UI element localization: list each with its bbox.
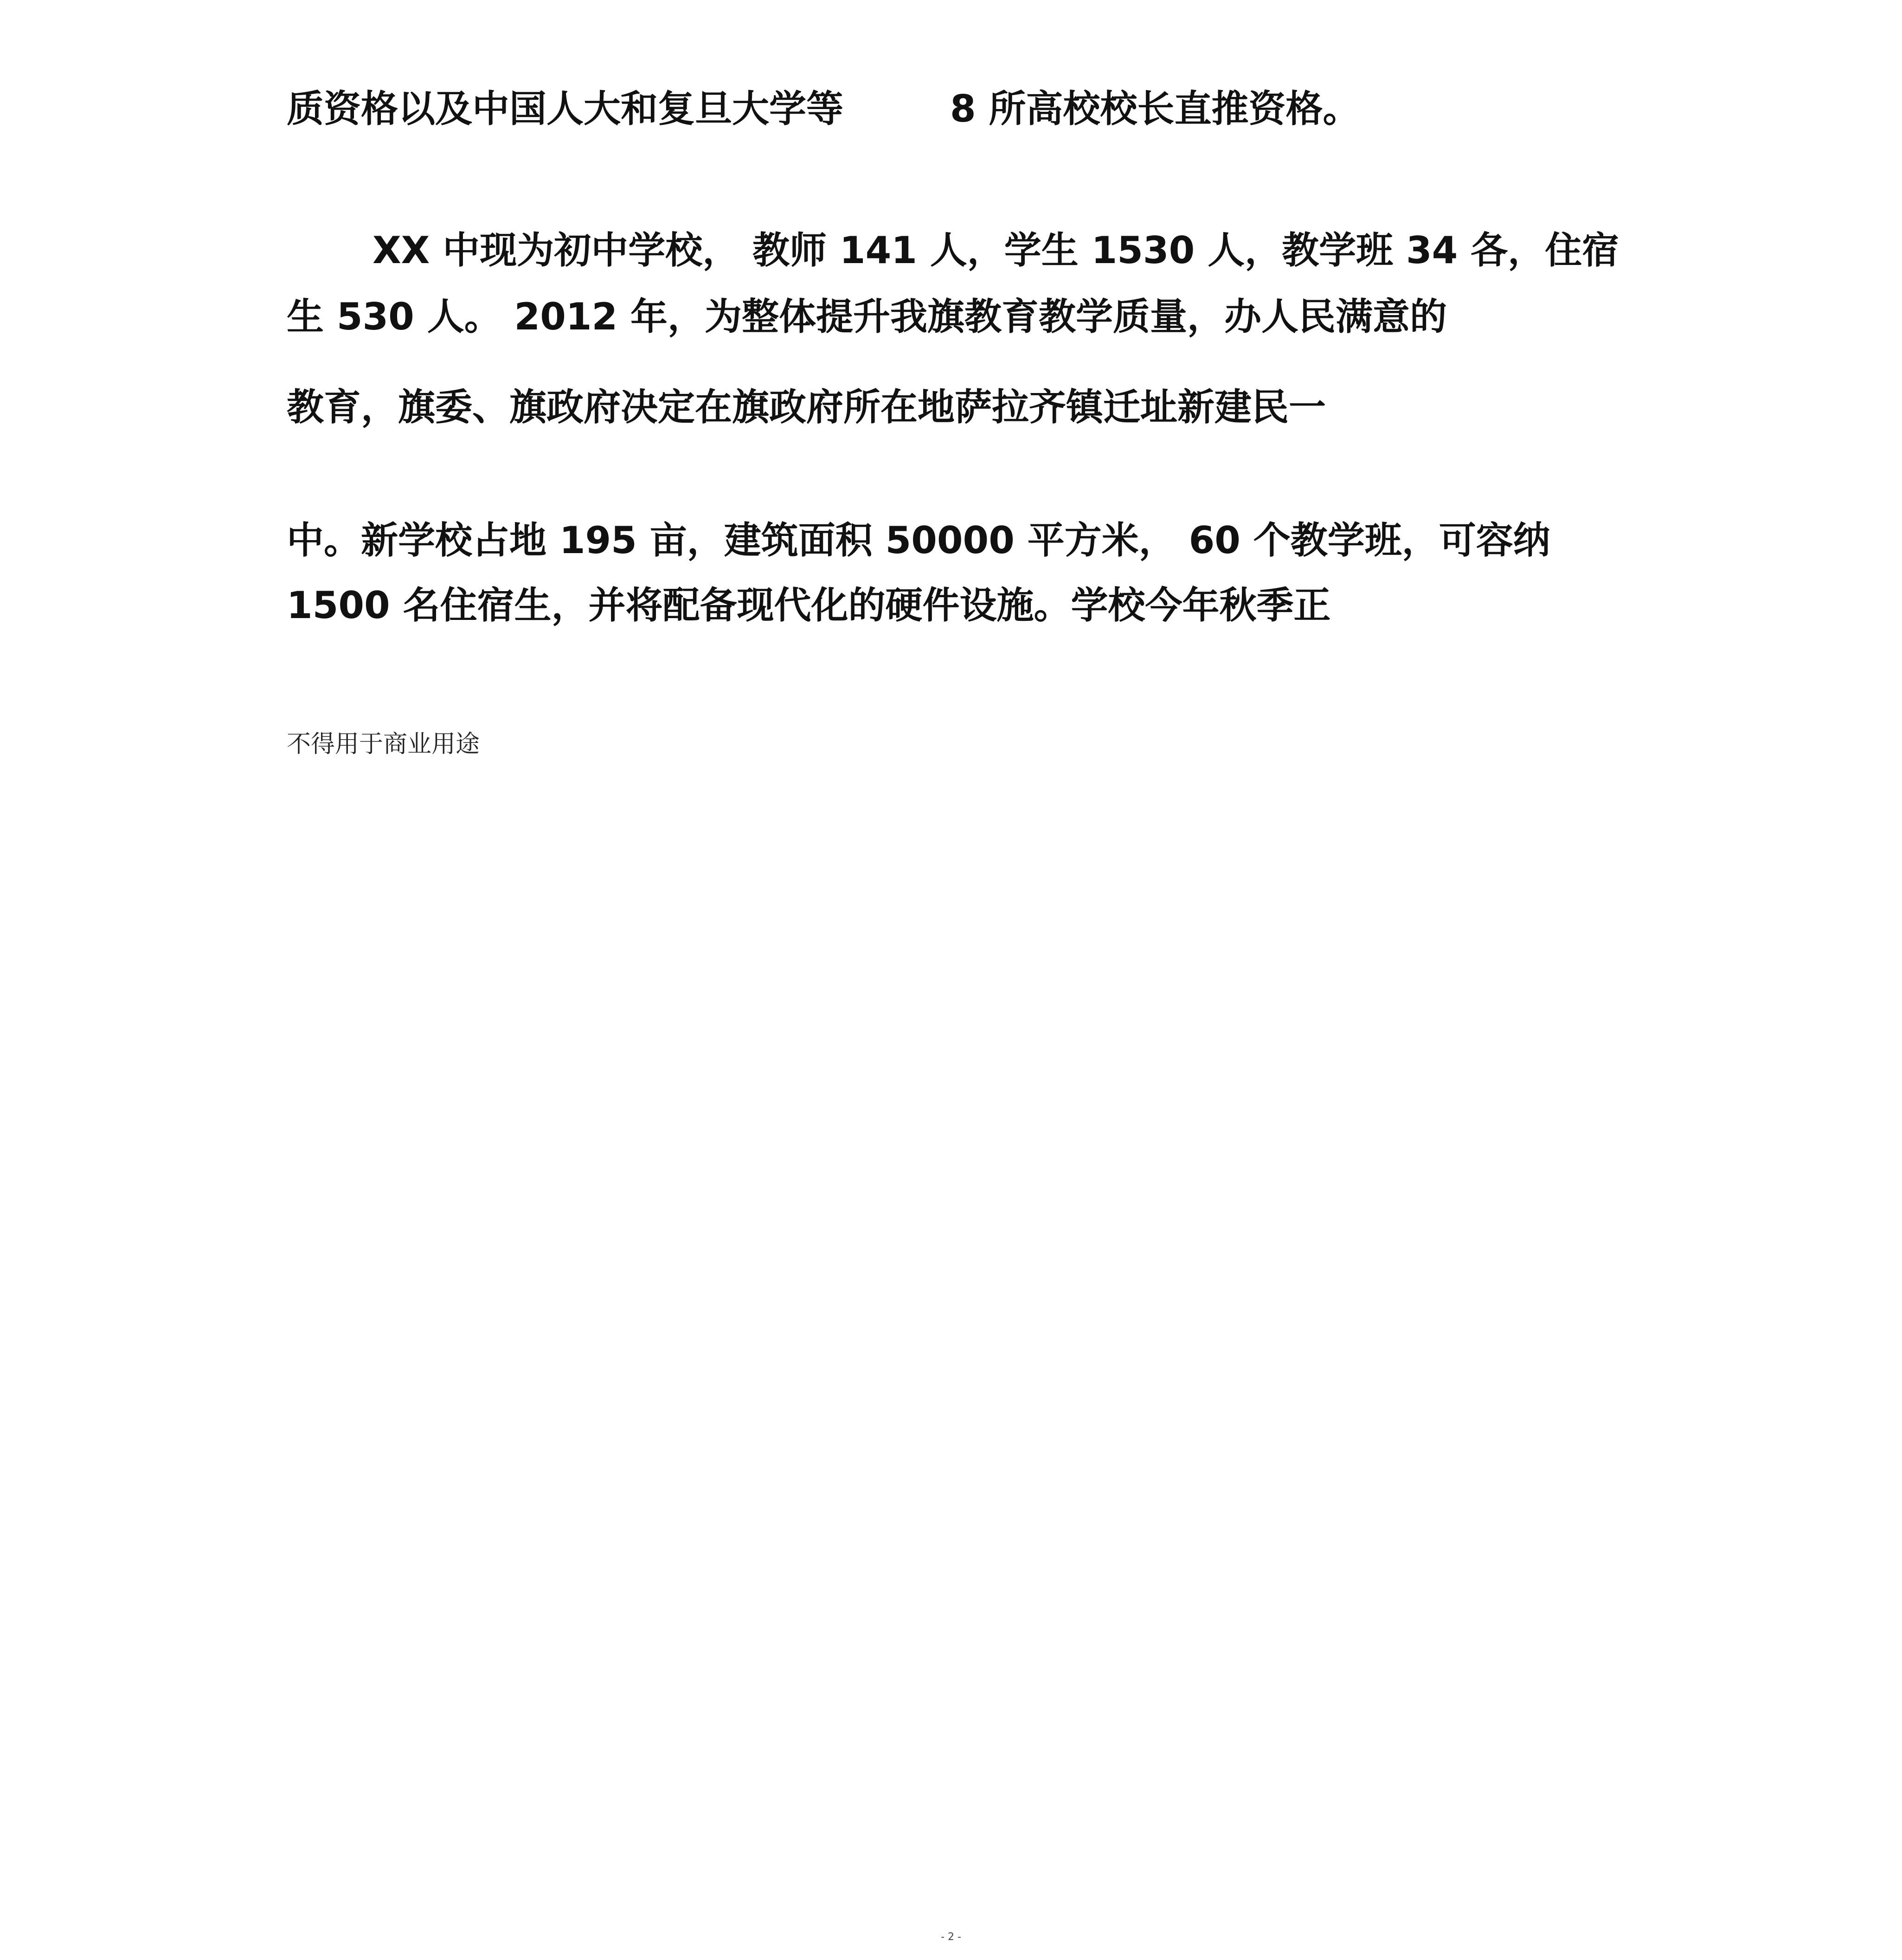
paragraph-line-6: 1500 名住宿生，并将配备现代化的硬件设施。学校今年秋季正 [287,584,1331,627]
paragraph-line-2 [287,229,1619,272]
paragraph-line-1 [287,87,1360,130]
paragraph-line-5: 中。新学校占地 195 亩，建筑面积 50000 平方米， 60 个教学班，可容纳 [287,519,1550,562]
paragraph-line-4: 教育，旗委、旗政府决定在旗政府所在地萨拉齐镇迁址新建民一 [287,386,1326,429]
line-2-text: XX 中现为初中学校， 教师 141 人，学生 1530 人，教学班 34 各，住宿 [373,229,1619,272]
paragraph-line-3: 生 530 人。 2012 年，为整体提升我旗教育教学质量，办人民满意的 [287,295,1447,338]
page-number: - 2 - [941,1931,961,1943]
line-1-part-2: 8 所高校校长直推资格。 [950,87,1360,130]
usage-notice: 不得用于商业用途 [287,730,480,758]
line-1-part-1: 质资格以及中国人大和复旦大学等 [287,87,843,130]
